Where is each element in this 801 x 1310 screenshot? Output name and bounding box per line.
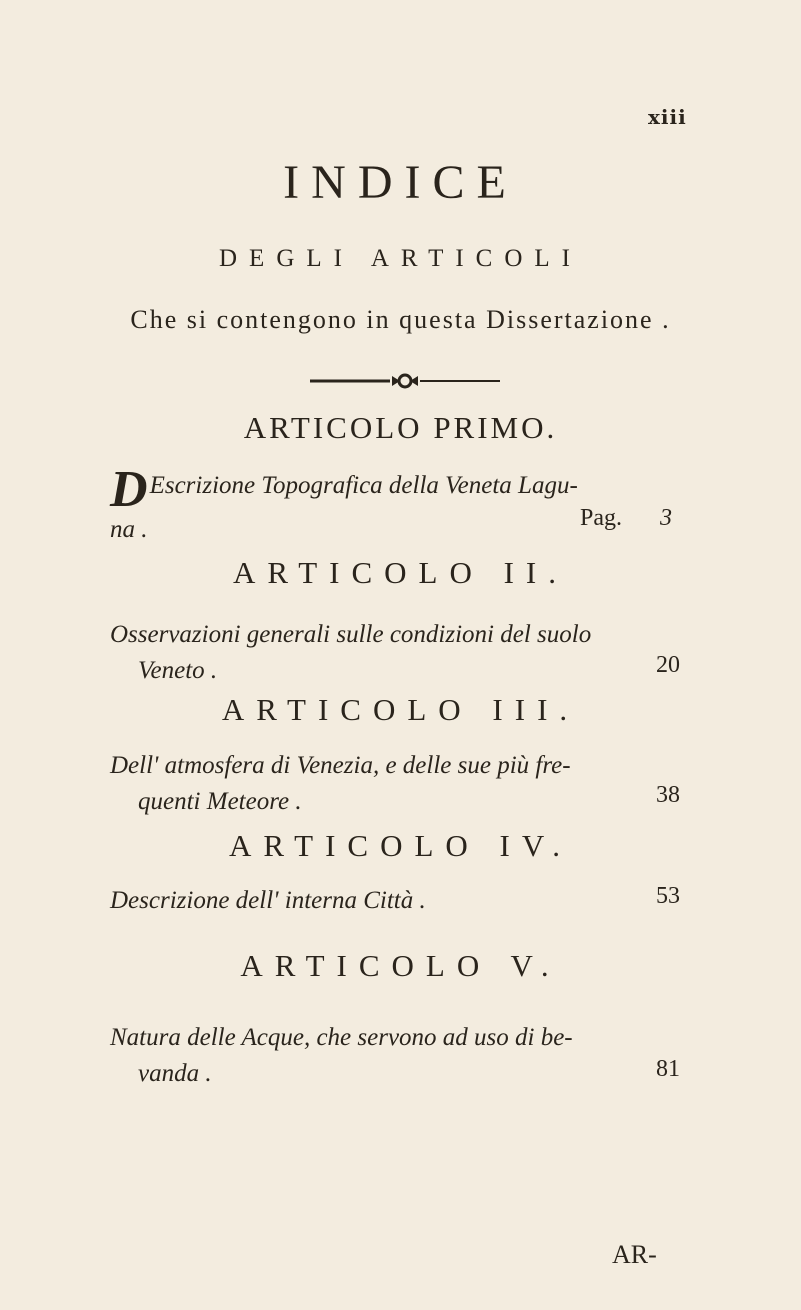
entry-text-line: Veneto .	[138, 657, 218, 684]
page-label: Pag.	[580, 505, 622, 531]
dropcap-letter: D	[110, 461, 148, 518]
entry-text-line: vanda .	[138, 1060, 212, 1087]
page-number: xiii	[648, 105, 687, 129]
page-ref: 38	[656, 782, 680, 808]
entry-text-line: Natura delle Acque, che servono ad uso di be-	[110, 1024, 573, 1051]
article-entry	[110, 617, 670, 689]
page-ref: 20	[656, 652, 680, 678]
entry-text-line: Osservazioni generali sulle condizioni del suolo	[110, 621, 592, 648]
entry-text-line: na .	[110, 516, 148, 543]
entry-text-line: Descrizione dell' interna Città .	[110, 887, 426, 914]
page-ref: 3	[660, 505, 672, 531]
page-subtitle: DEGLI ARTICOLI	[219, 245, 582, 272]
article-entry	[110, 1020, 670, 1092]
catchword: AR-	[612, 1240, 657, 1269]
entry-text-line: Escrizione Topografica della Veneta Lagu-	[149, 472, 578, 499]
entry-text-line: Dell' atmosfera di Venezia, e delle sue più fre-	[110, 752, 571, 779]
page-ref: 53	[656, 883, 680, 909]
article-heading: ARTICOLO V.	[240, 948, 561, 983]
ornament-divider	[310, 370, 500, 392]
article-entry	[110, 883, 670, 919]
intro-line: Che si contengono in questa Dissertazione .	[130, 305, 671, 334]
article-heading: ARTICOLO III.	[221, 692, 580, 727]
entry-text-line: quenti Meteore .	[138, 788, 302, 815]
article-heading: ARTICOLO II.	[233, 555, 568, 590]
article-heading: ARTICOLO IV.	[228, 828, 573, 863]
article-heading: ARTICOLO PRIMO.	[243, 410, 558, 445]
page-ref: 81	[656, 1056, 680, 1082]
page-title: INDICE	[283, 156, 518, 209]
article-entry	[110, 748, 670, 820]
